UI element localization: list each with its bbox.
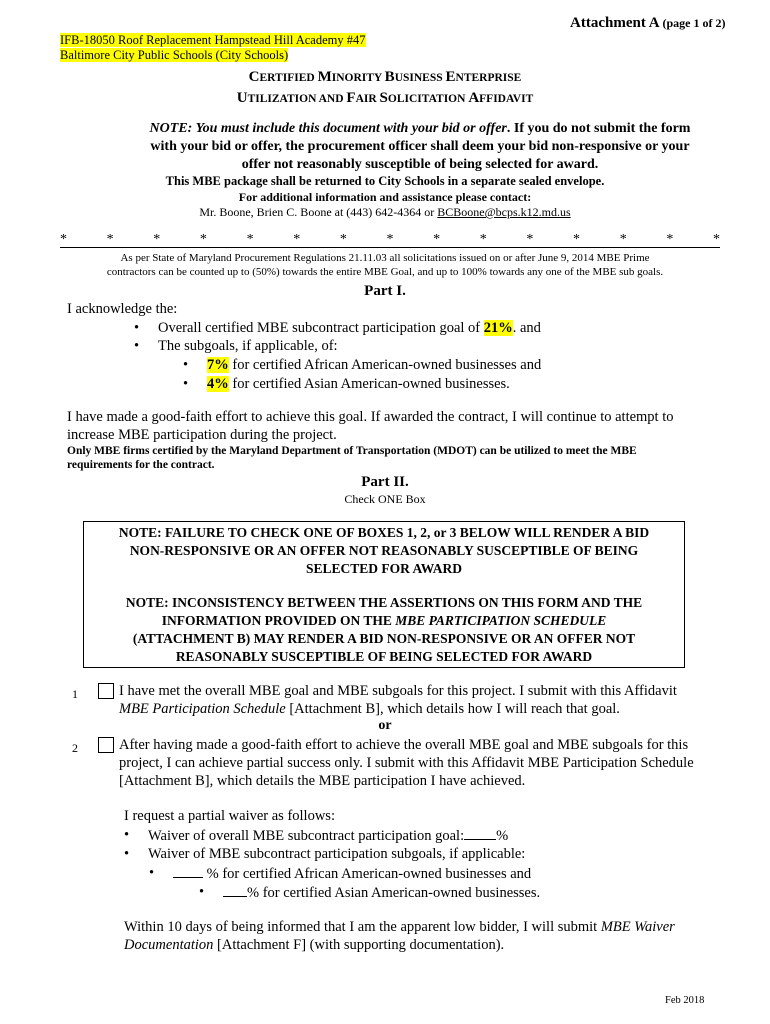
submission-note: NOTE: You must include this document with your bid or offer. If you do not submit the form with your bid or offer, the procurement officer shall deem your bid non-responsive or your offer not reasonably susceptible of being selected for award. (149, 121, 691, 172)
waiver-asian-item: • % for certified Asian American-owned businesses. (223, 884, 540, 902)
star-mark: * (479, 232, 487, 247)
contact-line: Mr. Boone, Brien C. Boone at (443) 642-4364 or BCBoone@bcps.k12.md.us (199, 205, 571, 219)
title-word-rest: TILIZATION AND (247, 93, 347, 105)
document-title (0, 67, 770, 109)
or-separator: or (378, 718, 392, 733)
star-mark: * (573, 232, 581, 247)
title-cap: A (468, 90, 480, 106)
title-word-rest: OLICITATION (387, 93, 469, 105)
title-word-rest: USINESS (394, 72, 446, 84)
part1-heading: Part I. (364, 283, 406, 299)
good-faith-text: I have made a good-faith effort to achieve this goal. If awarded the contract, I will continue to attempt to increase MBE participation during the project. (67, 409, 674, 443)
project-header (60, 33, 366, 63)
waiver-aa-blank[interactable] (173, 865, 203, 878)
check-one-box: Check ONE Box (344, 492, 426, 506)
waiver-aa-item: • % for certified African American-owned businesses and (173, 865, 531, 883)
regulations-note: As per State of Maryland Procurement Regulations 21.11.03 all solicitations issued on or after June 9, 2014 MBE Prime contractors can be counted up to (50%) towards the entire MBE Goal, and up to 100% towards any one of the MBE sub goals. (106, 252, 664, 278)
title-word-rest: ERTIFIED (259, 72, 318, 84)
failure-note: NOTE: FAILURE TO CHECK ONE OF BOXES 1, 2, or 3 BELOW WILL RENDER A BID NON-RESPONSIVE OR AN OFFER NOT REASONABLY SUSCEPTIBLE OF BEING SELECTED FOR AWARD (118, 525, 650, 576)
acknowledge-text: I acknowledge the: (67, 301, 178, 317)
asian-subgoal-item: • 4% for certified Asian American-owned businesses. (207, 376, 510, 393)
star-mark: * (339, 232, 347, 247)
title-word-rest: NTERPRISE (455, 72, 522, 84)
waiver-intro: I request a partial waiver as follows: (124, 808, 335, 824)
title-cap: B (384, 69, 395, 85)
agency-name: Baltimore City Public Schools (City Schools) (60, 48, 289, 62)
star-mark: * (526, 232, 534, 247)
waiver-overall-item: • Waiver of overall MBE subcontract participation goal: % (148, 827, 508, 845)
star-mark: * (106, 232, 114, 247)
star-mark: * (246, 232, 254, 247)
footer-date: Feb 2018 (665, 995, 705, 1006)
title-word-rest: FFIDAVIT (479, 93, 534, 105)
mdot-note: Only MBE firms certified by the Maryland Department of Transportation (MDOT) can be utilized to meet the MBE requirements for the contract. (67, 445, 637, 471)
title-line-2 (0, 88, 770, 109)
star-mark: * (199, 232, 207, 247)
option1-number: 1 (72, 687, 78, 701)
inconsistency-note: NOTE: INCONSISTENCY BETWEEN THE ASSERTIONS ON THIS FORM AND THE INFORMATION PROVIDED ON THE MBE PARTICIPATION SCHEDULE (ATTACHMENT B) MAY RENDER A BID NON-RESPONSIVE OR AN OFFER NOT REASONABLY SUSCEPTIBLE OF BEING SELECTED FOR AWARD (125, 595, 643, 664)
star-mark: * (433, 232, 441, 247)
asian-subgoal-value: 4% (207, 376, 229, 392)
part2-heading: Part II. (361, 474, 409, 490)
warning-box (83, 521, 685, 668)
star-mark: * (153, 232, 161, 247)
contact-email-link[interactable]: BCBoone@bcps.k12.md.us (437, 205, 571, 219)
option1-text: I have met the overall MBE goal and MBE subgoals for this project. I submit with this Affidavit MBE Participation Schedule [Attachment B], which details how I will reach that goal. (119, 683, 677, 717)
title-cap: S (379, 90, 388, 106)
title-word-rest: INORITY (331, 72, 385, 84)
aa-subgoal-item: • 7% for certified African American-owned businesses and (207, 357, 541, 374)
waiver-documentation-text: Within 10 days of being informed that I am the apparent low bidder, I will submit MBE Waiver Documentation [Attachment F] (with supporting documentation). (124, 919, 675, 953)
aa-subgoal-value: 7% (207, 357, 229, 373)
title-line-1 (0, 67, 770, 88)
attachment-label: Attachment A (page 1 of 2) (570, 15, 726, 31)
option2-checkbox[interactable] (98, 737, 114, 753)
title-cap: F (346, 90, 356, 106)
option2-text: After having made a good-faith effort to achieve the overall MBE goal and MBE subgoals for this project, I can achieve partial success only. I submit with this Affidavit MBE Participation Schedule [Attachment B], which details the MBE participation I have achieved. (119, 737, 694, 789)
project-title: IFB-18050 Roof Replacement Hampstead Hill Academy #47 (60, 33, 366, 47)
overall-goal-item: • Overall certified MBE subcontract participation goal of 21%. and (158, 320, 541, 337)
star-mark: * (666, 232, 674, 247)
star-mark: * (619, 232, 627, 247)
waiver-asian-blank[interactable] (223, 884, 247, 897)
star-mark: * (293, 232, 301, 247)
divider (60, 247, 720, 248)
star-separator (60, 232, 720, 248)
star-mark: * (60, 232, 67, 247)
title-cap: U (236, 90, 248, 106)
package-note: This MBE package shall be returned to City Schools in a separate sealed envelope. (165, 174, 605, 188)
subgoals-item: • The subgoals, if applicable, of: (158, 338, 338, 355)
title-cap: M (317, 69, 332, 85)
waiver-subgoals-item: • Waiver of MBE subcontract participation subgoals, if applicable: (148, 846, 525, 863)
contact-title: For additional information and assistance please contact: (238, 190, 532, 204)
option2-number: 2 (72, 741, 78, 755)
option1-checkbox[interactable] (98, 683, 114, 699)
waiver-overall-blank[interactable] (464, 827, 496, 840)
overall-goal-value: 21% (483, 320, 513, 336)
title-cap: E (445, 69, 456, 85)
title-cap: C (248, 69, 260, 85)
star-mark: * (386, 232, 394, 247)
title-word-rest: AIR (355, 93, 380, 105)
star-mark: * (712, 232, 720, 247)
